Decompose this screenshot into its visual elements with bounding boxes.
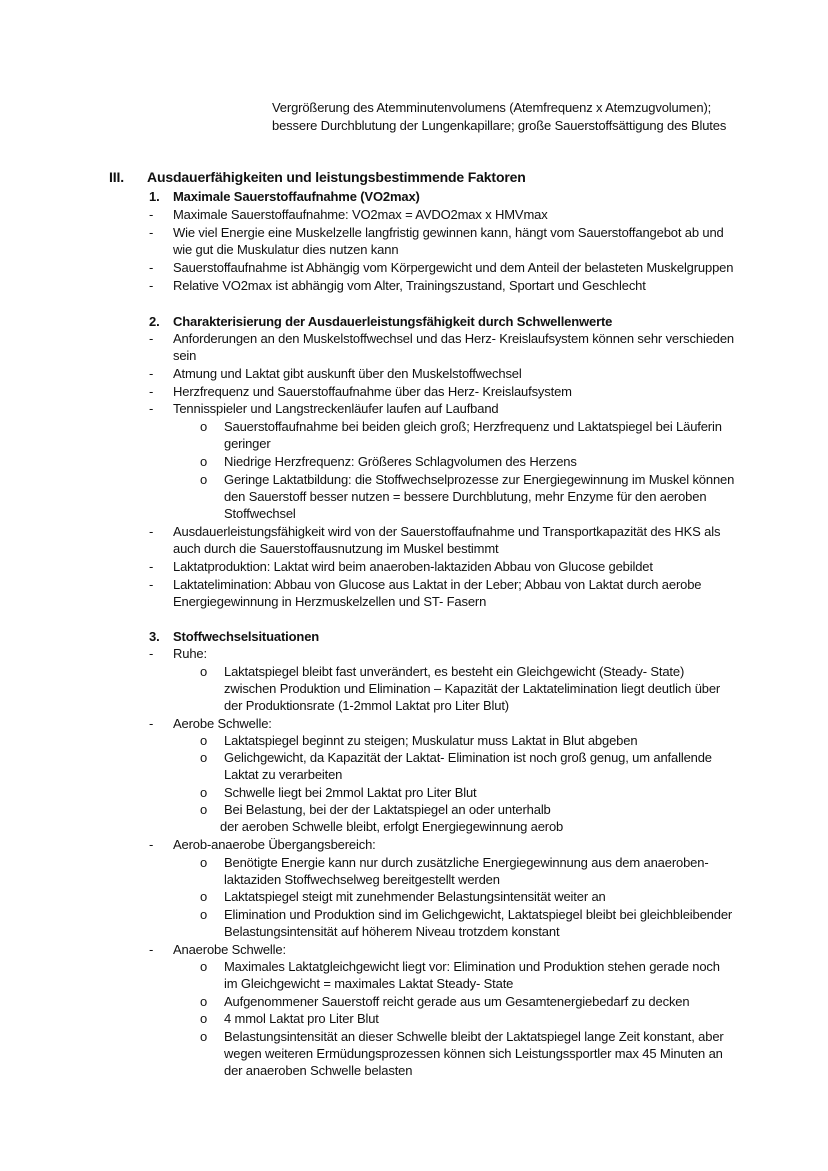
sub-bullet-text: Belastungsintensität auf höherem Niveau trotzdem konstant <box>224 924 560 939</box>
bullet-text: Relative VO2max ist abhängig vom Alter, Trainingszustand, Sportart und Geschlecht <box>173 278 646 293</box>
circle-bullet: o <box>200 1011 208 1026</box>
bullet-text: Anaerobe Schwelle: <box>173 942 286 957</box>
circle-bullet: o <box>200 802 208 817</box>
dash-bullet: - <box>149 384 154 399</box>
sub-bullet-text: 4 mmol Laktat pro Liter Blut <box>224 1011 379 1026</box>
dash-bullet: - <box>149 225 154 240</box>
sub-bullet-text: Aufgenommener Sauerstoff reicht gerade aus um Gesamtenergiebedarf zu decken <box>224 994 690 1009</box>
section-title: Ausdauerfähigkeiten und leistungsbestimmende Faktoren <box>147 169 526 185</box>
subsection-title: Stoffwechselsituationen <box>173 629 320 644</box>
bullet-text: Energiegewinnung in Herzmuskelzellen und ST- Fasern <box>173 594 487 609</box>
bullet-text: Aerob-anaerobe Übergangsbereich: <box>173 837 376 852</box>
bullet-text: Maximale Sauerstoffaufnahme: VO2max = AVDO2max x HMVmax <box>173 207 548 222</box>
circle-bullet: o <box>200 419 208 434</box>
bullet-text: Atmung und Laktat gibt auskunft über den Muskelstoffwechsel <box>173 366 522 381</box>
sub-bullet-text: Laktat zu verarbeiten <box>224 767 343 782</box>
bullet-text: Ruhe: <box>173 646 207 661</box>
dash-bullet: - <box>149 942 154 957</box>
sub-bullet-text: Geringe Laktatbildung: die Stoffwechselprozesse zur Energiegewinnung im Muskel können <box>224 472 735 487</box>
sub-bullet-text: Niedrige Herzfrequenz: Größeres Schlagvolumen des Herzens <box>224 454 577 469</box>
bullet-text: Wie viel Energie eine Muskelzelle langfristig gewinnen kann, hängt vom Sauerstoffangebot ab und <box>173 225 724 240</box>
sub-bullet-text: Laktatspiegel bleibt fast unverändert, es besteht ein Gleichgewicht (Steady- State) <box>224 664 685 679</box>
sub-bullet-text: im Gleichgewicht = maximales Laktat Steady- State <box>224 976 514 991</box>
circle-bullet: o <box>200 855 208 870</box>
sub-bullet-text: laktaziden Stoffwechselweg bereitgestellt werden <box>224 872 500 887</box>
sub-bullet-text: Elimination und Produktion sind im Gelichgewicht, Laktatspiegel bleibt bei gleichbleibender <box>224 907 733 922</box>
subsection-number: 3. <box>149 629 160 644</box>
bullet-text: Ausdauerleistungsfähigkeit wird von der Sauerstoffaufnahme und Transportkapazität des HKS als <box>173 524 721 539</box>
sub-bullet-text: Benötigte Energie kann nur durch zusätzliche Energiegewinnung aus dem anaeroben- <box>224 855 709 870</box>
sub-bullet-text: Bei Belastung, bei der der Laktatspiegel an oder unterhalb <box>224 802 551 817</box>
dash-bullet: - <box>149 278 154 293</box>
dash-bullet: - <box>149 646 154 661</box>
bullet-text: Tennisspieler und Langstreckenläufer laufen auf Laufband <box>173 401 499 416</box>
sub-bullet-text: Gelichgewicht, da Kapazität der Laktat- Elimination ist noch groß genug, um anfallende <box>224 750 712 765</box>
sub-bullet-text: Sauerstoffaufnahme bei beiden gleich groß; Herzfrequenz und Laktatspiegel bei Läuferin <box>224 419 722 434</box>
circle-bullet: o <box>200 733 208 748</box>
sub-bullet-text: wegen weiteren Ermüdungsprozessen können sich Leistungssportler max 45 Minuten an <box>224 1046 723 1061</box>
sub-bullet-text: der anaeroben Schwelle belasten <box>224 1063 413 1078</box>
circle-bullet: o <box>200 1029 208 1044</box>
intro-line: Vergrößerung des Atemminutenvolumens (Atemfrequenz x Atemzugvolumen); <box>272 100 712 115</box>
sub-bullet-text: Laktatspiegel steigt mit zunehmender Belastungsintensität weiter an <box>224 889 606 904</box>
sub-bullet-text: Laktatspiegel beginnt zu steigen; Muskulatur muss Laktat in Blut abgeben <box>224 733 638 748</box>
circle-bullet: o <box>200 750 208 765</box>
circle-bullet: o <box>200 472 208 487</box>
dash-bullet: - <box>149 401 154 416</box>
sub-bullet-text: zwischen Produktion und Elimination – Kapazität der Laktatelimination liegt deutlich über <box>224 681 721 696</box>
dash-bullet: - <box>149 524 154 539</box>
sub-bullet-text: geringer <box>224 436 271 451</box>
dash-bullet: - <box>149 559 154 574</box>
sub-bullet-text: Maximales Laktatgleichgewicht liegt vor: Elimination und Produktion stehen gerade noch <box>224 959 720 974</box>
circle-bullet: o <box>200 994 208 1009</box>
circle-bullet: o <box>200 785 208 800</box>
circle-bullet: o <box>200 889 208 904</box>
sub-bullet-text: Schwelle liegt bei 2mmol Laktat pro Liter Blut <box>224 785 477 800</box>
sub-bullet-text: Belastungsintensität an dieser Schwelle bleibt der Laktatspiegel lange Zeit konstant, aber <box>224 1029 724 1044</box>
sub-bullet-text: Stoffwechsel <box>224 506 296 521</box>
subsection-number: 2. <box>149 314 160 329</box>
bullet-text: Laktatelimination: Abbau von Glucose aus Laktat in der Leber; Abbau von Laktat durch aerobe <box>173 577 702 592</box>
dash-bullet: - <box>149 837 154 852</box>
circle-bullet: o <box>200 664 208 679</box>
bullet-text: wie gut die Muskulatur dies nutzen kann <box>173 242 399 257</box>
circle-bullet: o <box>200 907 208 922</box>
circle-bullet: o <box>200 959 208 974</box>
bullet-text: Sauerstoffaufnahme ist Abhängig vom Körpergewicht und dem Anteil der belasteten Muskelgruppen <box>173 260 734 275</box>
dash-bullet: - <box>149 716 154 731</box>
subsection-number: 1. <box>149 189 160 204</box>
sub-bullet-text: den Sauerstoff besser nutzen = bessere Durchblutung, mehr Enzyme für den aeroben <box>224 489 707 504</box>
bullet-text: auch durch die Sauerstoffausnutzung im Muskel bestimmt <box>173 541 499 556</box>
section-number: III. <box>109 169 124 185</box>
bullet-text: Anforderungen an den Muskelstoffwechsel und das Herz- Kreislaufsystem können sehr verschieden <box>173 331 735 346</box>
sub-bullet-text: der aeroben Schwelle bleibt, erfolgt Energiegewinnung aerob <box>220 819 564 834</box>
subsection-title: Maximale Sauerstoffaufnahme (VO2max) <box>173 189 420 204</box>
dash-bullet: - <box>149 260 154 275</box>
dash-bullet: - <box>149 207 154 222</box>
circle-bullet: o <box>200 454 208 469</box>
bullet-text: Laktatproduktion: Laktat wird beim anaeroben-laktaziden Abbau von Glucose gebildet <box>173 559 653 574</box>
dash-bullet: - <box>149 577 154 592</box>
intro-line: bessere Durchblutung der Lungenkapillare; große Sauerstoffsättigung des Blutes <box>272 118 727 133</box>
subsection-title: Charakterisierung der Ausdauerleistungsfähigkeit durch Schwellenwerte <box>173 314 613 329</box>
bullet-text: Herzfrequenz und Sauerstoffaufnahme über das Herz- Kreislaufsystem <box>173 384 572 399</box>
dash-bullet: - <box>149 331 154 346</box>
bullet-text: sein <box>173 348 197 363</box>
dash-bullet: - <box>149 366 154 381</box>
sub-bullet-text: der Produktionsrate (1-2mmol Laktat pro Liter Blut) <box>224 698 509 713</box>
bullet-text: Aerobe Schwelle: <box>173 716 272 731</box>
